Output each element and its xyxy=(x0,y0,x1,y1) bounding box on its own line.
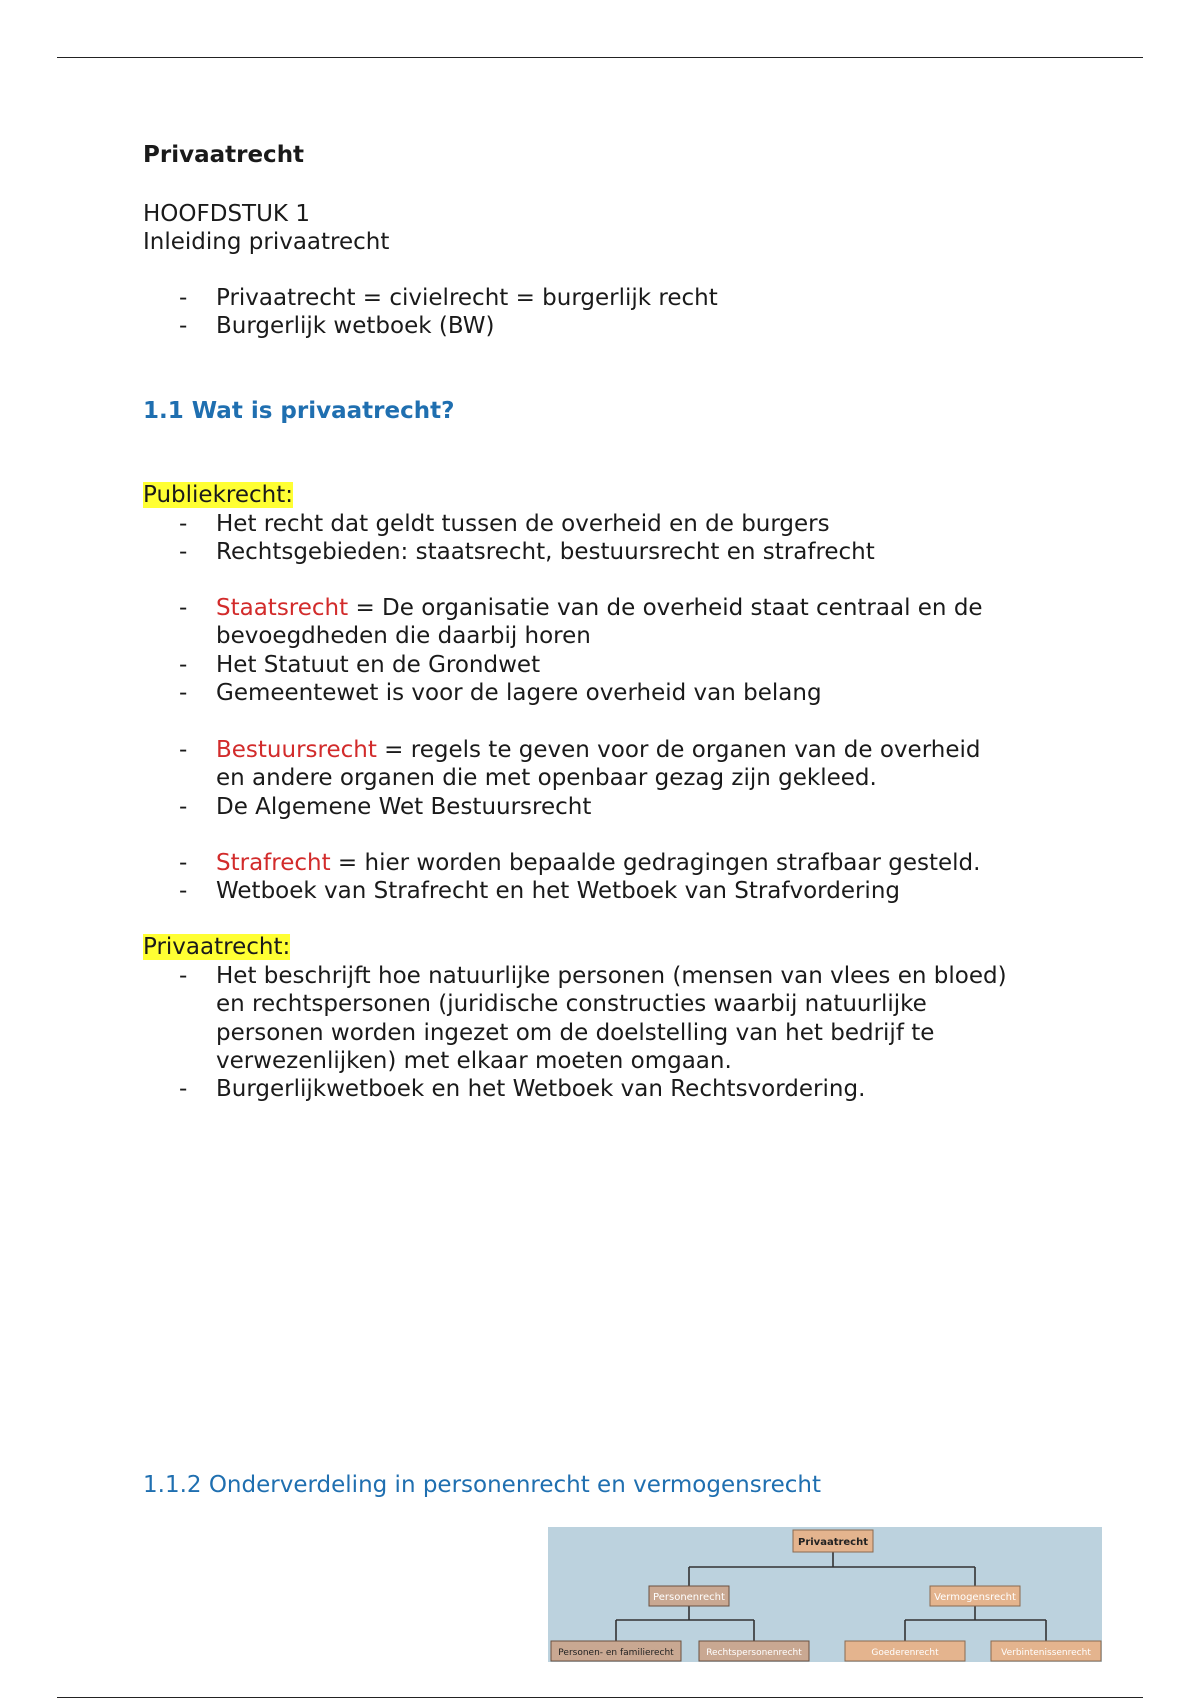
footer-rule xyxy=(57,1697,1143,1698)
list-item: - De Algemene Wet Bestuursrecht xyxy=(143,793,1063,821)
node-label: Rechtspersonenrecht xyxy=(706,1648,802,1658)
list-item: - Wetboek van Strafrecht en het Wetboek van Strafvordering xyxy=(143,877,1063,905)
node-label: Vermogensrecht xyxy=(934,1592,1016,1603)
staatsrecht-list xyxy=(143,594,1063,707)
publiekrecht-list xyxy=(143,510,1063,567)
list-item: - Het recht dat geldt tussen de overheid en de burgers xyxy=(143,510,1063,538)
highlighted-label: Publiekrecht: xyxy=(143,482,293,508)
list-item xyxy=(143,594,1063,651)
line-text: Het beschrijft hoe natuurlijke personen (mensen van vlees en bloed) xyxy=(216,963,1007,989)
line-text: verwezenlijken) met elkaar moeten omgaan. xyxy=(216,1047,732,1074)
list-item: - Rechtsgebieden: staatsrecht, bestuursrecht en strafrecht xyxy=(143,538,1063,566)
term-strafrecht: Strafrecht xyxy=(216,850,331,876)
line-text: personen worden ingezet om de doelstelling van het bedrijf te xyxy=(216,1019,935,1046)
section-heading-1-1-2: 1.1.2 Onderverdeling in personenrecht en vermogensrecht xyxy=(143,1472,822,1498)
highlighted-label: Privaatrecht: xyxy=(143,934,291,960)
privaatrecht-list xyxy=(143,962,1063,1103)
list-item: - Privaatrecht = civielrecht = burgerlijk recht xyxy=(143,284,1063,312)
term-bestuursrecht: Bestuursrecht xyxy=(216,737,377,763)
line-text: en rechtspersonen (juridische constructies waarbij natuurlijke xyxy=(216,991,927,1018)
intro-list xyxy=(143,284,1063,341)
publiekrecht-label xyxy=(143,482,293,508)
list-item xyxy=(143,849,1063,877)
list-item xyxy=(143,962,1063,1075)
definition-text: = regels te geven voor de organen van de overheid xyxy=(376,737,981,763)
header-rule xyxy=(57,57,1143,58)
bestuursrecht-list xyxy=(143,736,1063,821)
definition-text: en andere organen die met openbaar gezag zijn gekleed. xyxy=(216,765,877,792)
definition-text: = De organisatie van de overheid staat centraal en de xyxy=(348,595,983,621)
document-title: Privaatrecht xyxy=(143,142,305,168)
node-label: Goederenrecht xyxy=(871,1648,939,1658)
definition-text: = hier worden bepaalde gedragingen strafbaar gesteld. xyxy=(330,850,981,876)
privaatrecht-tree-diagram xyxy=(548,1527,1102,1662)
node-label: Personen- en familierecht xyxy=(558,1648,674,1658)
strafrecht-list xyxy=(143,849,1063,906)
list-item xyxy=(143,736,1063,793)
list-item: - Burgerlijk wetboek (BW) xyxy=(143,312,1063,340)
node-label: Personenrecht xyxy=(653,1592,725,1603)
chapter-label: HOOFDSTUK 1 xyxy=(143,201,310,227)
list-item: - Het Statuut en de Grondwet xyxy=(143,651,1063,679)
list-item: - Burgerlijkwetboek en het Wetboek van Rechtsvordering. xyxy=(143,1075,1063,1103)
section-heading-1-1: 1.1 Wat is privaatrecht? xyxy=(143,398,455,424)
definition-text: bevoegdheden die daarbij horen xyxy=(216,623,591,650)
node-label: Verbintenissenrecht xyxy=(1001,1648,1091,1658)
chapter-subtitle: Inleiding privaatrecht xyxy=(143,229,390,255)
term-staatsrecht: Staatsrecht xyxy=(216,595,349,621)
chapter-heading xyxy=(143,200,389,256)
list-item: - Gemeentewet is voor de lagere overheid van belang xyxy=(143,679,1063,707)
privaatrecht-label xyxy=(143,934,290,960)
node-label: Privaatrecht xyxy=(797,1537,869,1548)
